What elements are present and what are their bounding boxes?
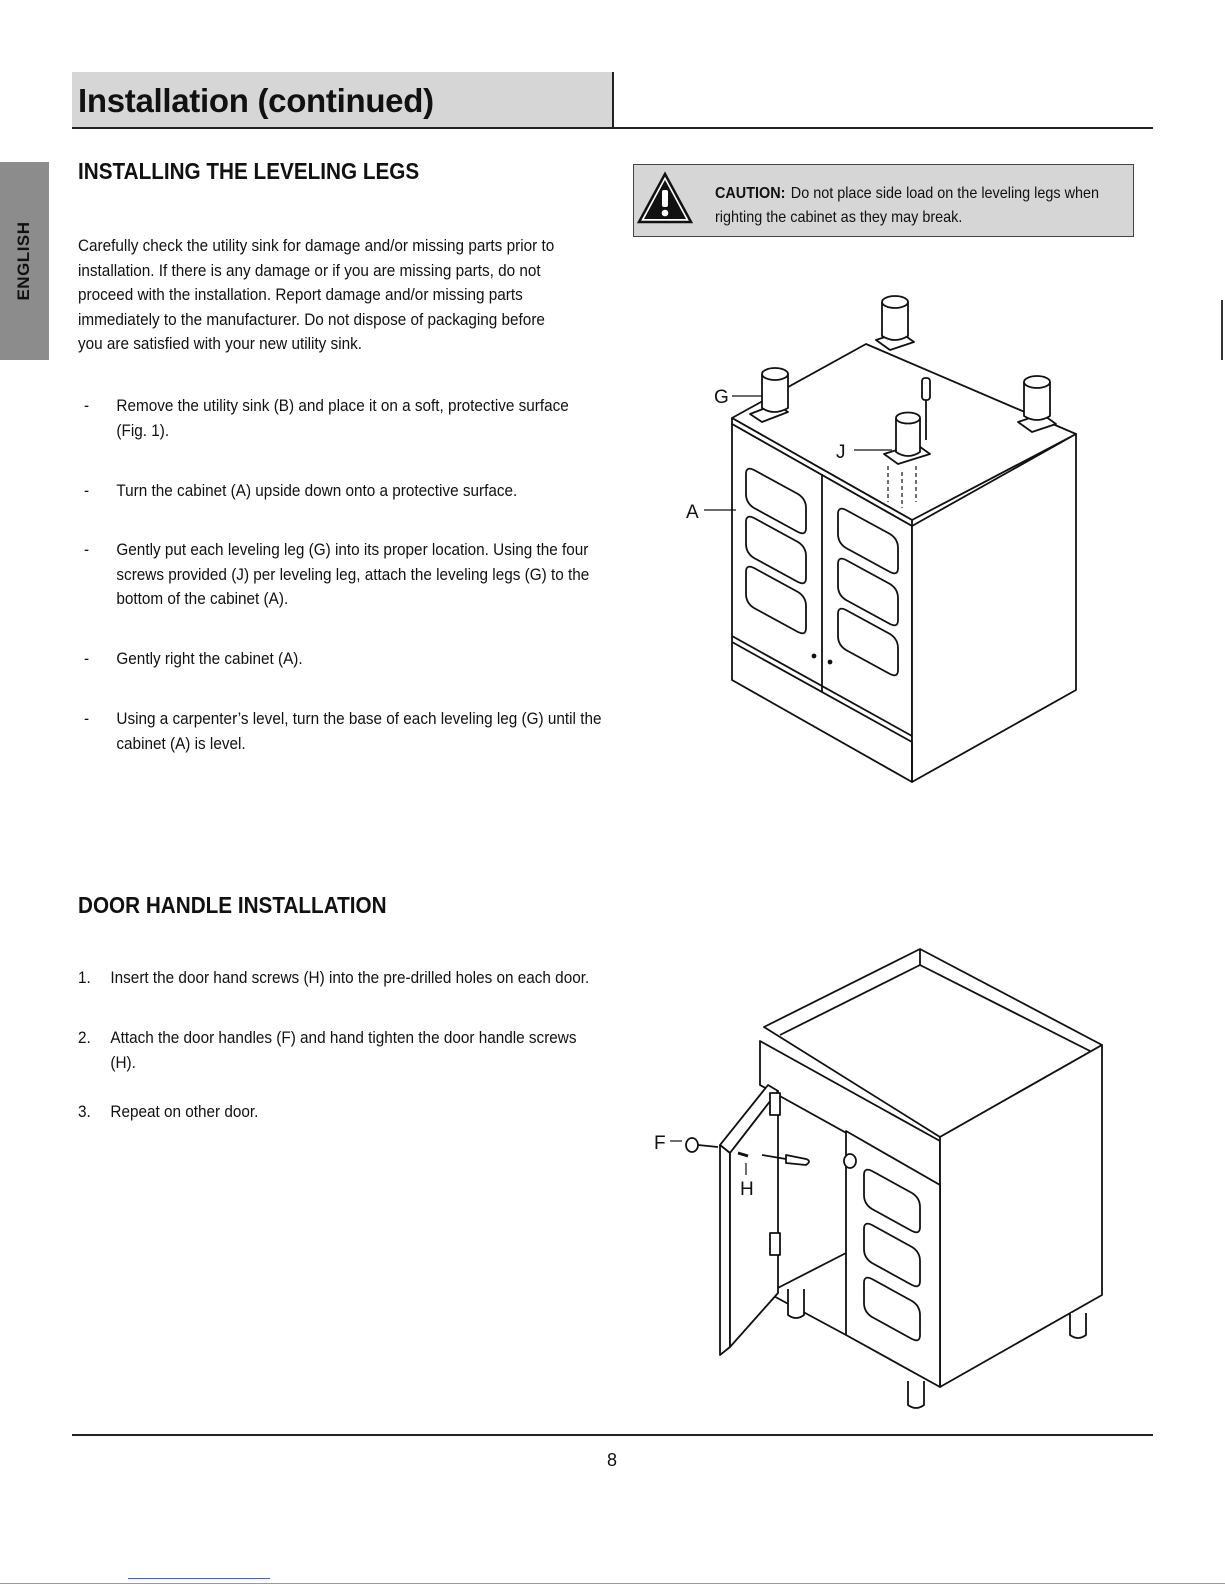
language-tab-label: ENGLISH (14, 221, 33, 301)
bottom-accent-line (128, 1578, 270, 1579)
callout-f: F (654, 1133, 666, 1154)
page-number: 8 (606, 1450, 617, 1470)
callout-h: H (740, 1179, 754, 1200)
callout-g: G (714, 387, 729, 408)
leveling-legs-figure (680, 290, 1100, 800)
step-marker: - (84, 709, 90, 728)
step-text: Attach the door handles (F) and hand tighten the door handle screws (H). (110, 1028, 577, 1072)
step-text: Turn the cabinet (A) upside down onto a protective surface. (116, 481, 518, 500)
callout-a: A (686, 502, 699, 523)
bottom-rule (0, 1583, 1225, 1584)
step-text: Using a carpenter’s level, turn the base of each leveling leg (G) until the cabinet (A) is level. (116, 709, 602, 753)
caution-label: CAUTION: (715, 185, 786, 202)
step-marker: - (84, 396, 90, 415)
step-text: Repeat on other door. (110, 1102, 259, 1121)
header-divider (612, 72, 614, 128)
step-marker: 2. (78, 1028, 91, 1047)
page-title: Installation (continued) (78, 82, 434, 119)
warning-icon (636, 170, 694, 228)
leveling-section-heading: INSTALLING THE LEVELING LEGS (78, 158, 420, 184)
callout-j: J (836, 442, 846, 463)
door-handle-figure (650, 935, 1120, 1415)
edge-mark (1221, 300, 1223, 360)
leveling-intro-paragraph: Carefully check the utility sink for damage and/or missing parts prior to installation. If there is any damage or if you are missing parts, do not proceed with the installation. Report damage and/or missing parts immediately to the manufacturer. Do not dispose of packaging before you are satisfied with your new utility sink. (78, 236, 555, 353)
step-marker: 1. (78, 968, 91, 987)
step-text: Gently put each leveling leg (G) into its proper location. Using the four screws provided (J) per leveling leg, attach the leveling legs (G) to the bottom of the cabinet (A). (116, 540, 590, 608)
caution-message: Do not place side load on the leveling legs when righting the cabinet as they may break. (715, 185, 1100, 226)
footer-rule (72, 1434, 1153, 1436)
step-marker: - (84, 481, 90, 500)
step-marker: - (84, 540, 90, 559)
step-text: Remove the utility sink (B) and place it on a soft, protective surface (Fig. 1). (116, 396, 569, 440)
step-text: Gently right the cabinet (A). (116, 649, 303, 668)
step-marker: - (84, 649, 90, 668)
header-rule (72, 127, 1153, 129)
step-marker: 3. (78, 1102, 91, 1121)
step-text: Insert the door hand screws (H) into the pre-drilled holes on each door. (110, 968, 590, 987)
door-section-heading: DOOR HANDLE INSTALLATION (78, 892, 387, 918)
caution-text (715, 182, 1111, 230)
